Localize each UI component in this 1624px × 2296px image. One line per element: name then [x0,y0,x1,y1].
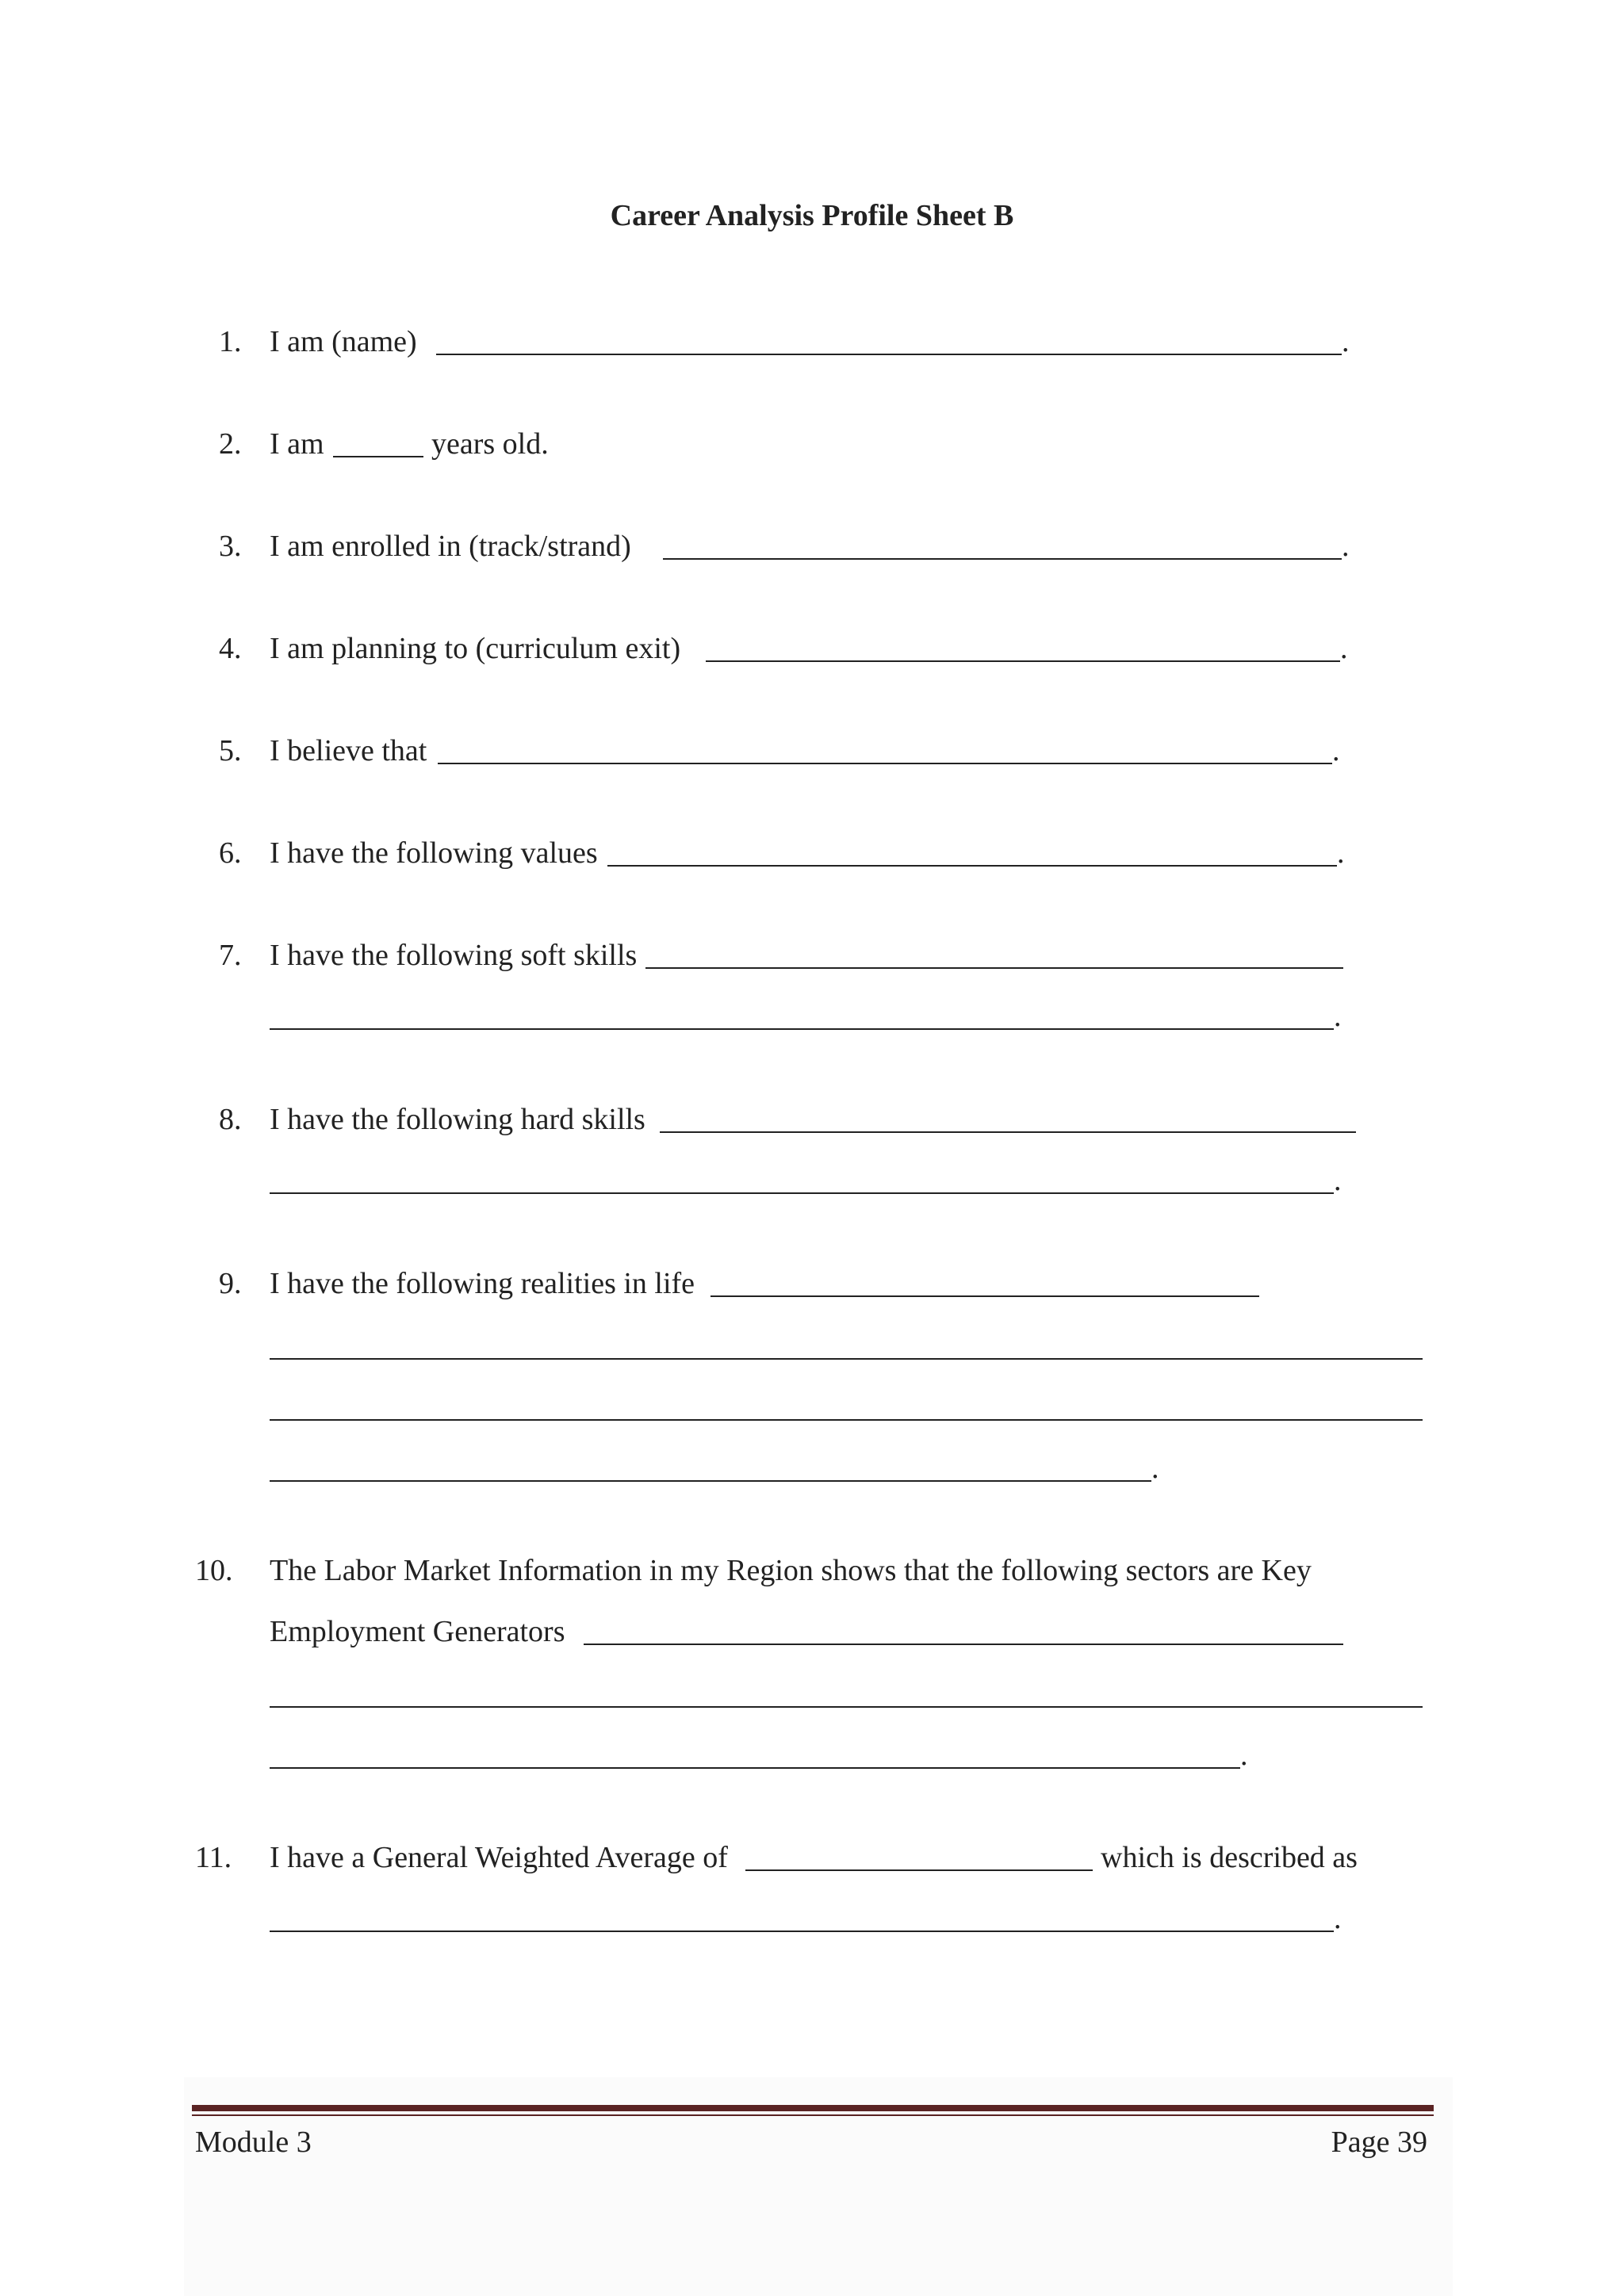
item-text: I believe that [270,734,427,767]
item-number: 7. [219,939,242,972]
item-number: 9. [219,1267,242,1300]
item-4 [0,630,1624,667]
gwa-description-blank[interactable] [270,1931,1334,1932]
item-11-continuation [0,1900,1624,1937]
item-text: I have the following values [270,836,598,870]
footer-module: Module 3 [195,2126,312,2159]
item-number: 5. [219,734,242,767]
track-strand-blank[interactable] [663,558,1342,560]
item-text: The Labor Market Information in my Region shows that the following sectors are Key [270,1554,1312,1587]
sectors-blank[interactable] [584,1644,1343,1645]
item-8-continuation [0,1162,1624,1199]
item-number: 4. [219,632,242,665]
realities-blank-3[interactable] [270,1419,1423,1421]
item-text: Employment Generators [270,1615,565,1648]
period: . [1342,530,1350,563]
item-text: I have the following hard skills [270,1103,645,1136]
item-text: I am (name) [270,325,417,358]
period: . [1334,1902,1342,1935]
item-number: 11. [195,1841,232,1874]
soft-skills-blank[interactable] [645,967,1343,969]
period: . [1337,836,1345,870]
item-number: 8. [219,1103,242,1136]
hard-skills-blank[interactable] [660,1131,1356,1133]
period: . [1151,1452,1159,1485]
values-blank[interactable] [607,865,1337,867]
name-blank[interactable] [436,354,1342,355]
period: . [1334,1164,1342,1197]
item-7 [0,937,1624,974]
soft-skills-blank-2[interactable] [270,1028,1334,1030]
item-9 [0,1265,1624,1302]
item-text: I have the following realities in life [270,1267,695,1300]
item-text: I am planning to (curriculum exit) [270,632,681,665]
period: . [1240,1739,1248,1772]
age-blank[interactable] [333,456,423,457]
footer-page-number: Page 39 [1331,2126,1427,2159]
item-1 [0,323,1624,360]
item-11 [0,1839,1624,1876]
item-number: 2. [219,427,242,461]
item-6 [0,835,1624,871]
gwa-blank[interactable] [745,1869,1093,1871]
item-text: I am enrolled in (track/strand) [270,530,631,563]
realities-blank-4[interactable] [270,1480,1151,1482]
item-text: I am [270,427,324,461]
item-10 [0,1552,1624,1589]
sectors-blank-2[interactable] [270,1706,1423,1708]
item-text: I have the following soft skills [270,939,638,972]
item-number: 1. [219,325,242,358]
item-10-line2 [0,1613,1624,1650]
item-number: 10. [195,1554,233,1587]
realities-blank-2[interactable] [270,1358,1423,1360]
sectors-blank-3[interactable] [270,1767,1240,1769]
hard-skills-blank-2[interactable] [270,1192,1334,1194]
item-8 [0,1101,1624,1138]
footer-rule-thin [192,2114,1434,2116]
item-number: 6. [219,836,242,870]
period: . [1342,325,1350,358]
footer-rule [192,2105,1434,2111]
period: . [1332,734,1340,767]
item-text-after: years old. [431,427,549,461]
curriculum-exit-blank[interactable] [706,660,1340,662]
item-text-after: which is described as [1101,1841,1358,1874]
period: . [1334,1000,1342,1033]
page-title: Career Analysis Profile Sheet B [610,199,1014,232]
belief-blank[interactable] [438,763,1332,764]
item-3 [0,528,1624,564]
item-9-continuation [0,1450,1624,1487]
item-10-continuation [0,1737,1624,1774]
realities-blank[interactable] [710,1295,1259,1297]
item-2 [0,426,1624,462]
item-number: 3. [219,530,242,563]
item-text: I have a General Weighted Average of [270,1841,728,1874]
item-7-continuation [0,998,1624,1035]
item-5 [0,733,1624,769]
period: . [1340,632,1348,665]
